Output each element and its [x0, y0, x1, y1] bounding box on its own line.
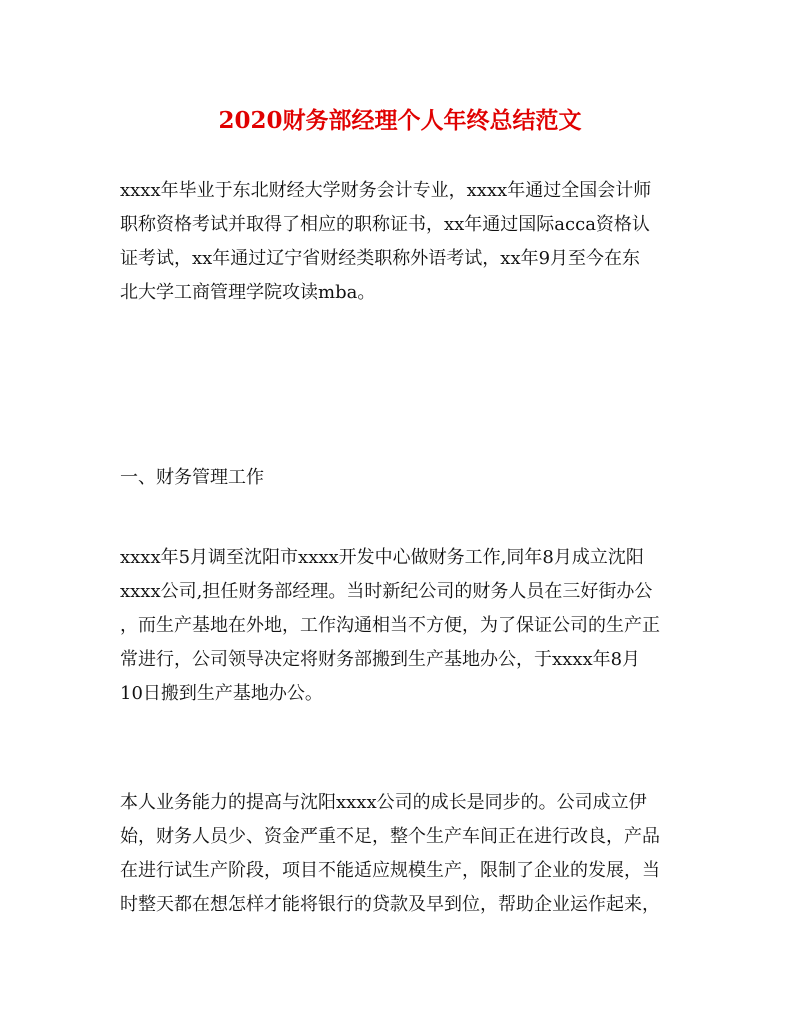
paragraph-line: 时整天都在想怎样才能将银行的贷款及早到位，帮助企业运作起来，	[120, 894, 660, 915]
paragraph-line: 始，财务人员少、资金严重不足，整个生产车间正在进行改良，产品	[120, 826, 660, 847]
paragraph-financial-work	[120, 541, 685, 711]
paragraph-intro	[120, 174, 685, 310]
paragraph-line: 证考试，xx年通过辽宁省财经类职称外语考试，xx年9月至今在东	[120, 248, 641, 269]
paragraph-growth	[120, 786, 685, 922]
paragraph-line: 10日搬到生产基地办公。	[120, 683, 323, 704]
paragraph-line: xxxx公司,担任财务部经理。当时新纪公司的财务人员在三好街办公	[120, 581, 653, 602]
paragraph-line: 本人业务能力的提高与沈阳xxxx公司的成长是同步的。公司成立伊	[120, 792, 647, 813]
paragraph-line: 北大学工商管理学院攻读mba。	[120, 282, 376, 303]
paragraph-line: xxxx年毕业于东北财经大学财务会计专业，xxxx年通过全国会计师	[120, 180, 652, 201]
paragraph-line: 职称资格考试并取得了相应的职称证书，xx年通过国际acca资格认	[120, 214, 650, 235]
document-title: 2020财务部经理个人年终总结范文	[218, 107, 582, 134]
paragraph-line: ，而生产基地在外地，工作沟通相当不方便，为了保证公司的生产正	[120, 615, 660, 636]
paragraph-line: 在进行试生产阶段，项目不能适应规模生产，限制了企业的发展，当	[120, 860, 660, 881]
paragraph-line: 常进行，公司领导决定将财务部搬到生产基地办公，于xxxx年8月	[120, 649, 641, 670]
section-heading-text: 一、财务管理工作	[120, 467, 264, 488]
paragraph-line: xxxx年5月调至沈阳市xxxx开发中心做财务工作,同年8月成立沈阳	[120, 547, 644, 568]
section-heading	[120, 461, 685, 495]
